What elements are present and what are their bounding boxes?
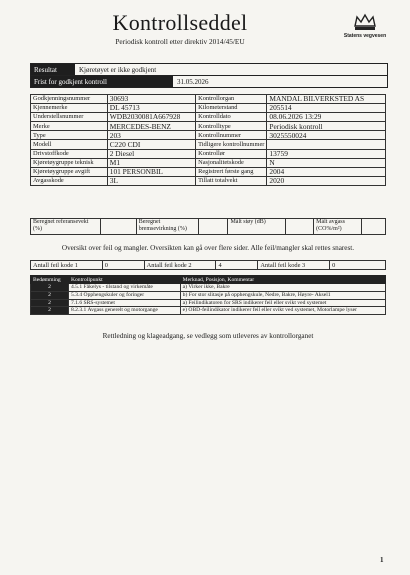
field-label: Kontrolldato — [196, 113, 267, 122]
field-label: Kjøretøygruppe avgift — [31, 167, 108, 176]
document-subtitle: Periodisk kontroll etter direktiv 2014/45/EU — [115, 37, 245, 46]
crown-emblem-icon — [352, 12, 378, 32]
defect-remark: e) OBD-feilindikator indikerer feil eller svikt ved systemet, Motorlampe lyser — [180, 307, 385, 315]
deadline-value: 31.05.2026 — [177, 77, 209, 86]
brake-effect-value — [198, 219, 228, 235]
field-label: Understellsnummer — [31, 113, 108, 122]
field-value: 3L — [107, 176, 195, 185]
field-label: Drivstoffkode — [31, 149, 108, 158]
defects-overview-text: Oversikt over feil og mangler. Oversikten kan gå over flere sider. Alle feil/mangler skal rettes snarest. — [61, 244, 355, 252]
header-assessment: Bedømming — [31, 276, 69, 284]
info-row — [31, 176, 386, 185]
field-value: 203 — [107, 131, 195, 140]
field-value — [267, 140, 386, 149]
defect-grade: 2 — [31, 284, 69, 292]
header-remark: Merknad, Posisjon, Kommentar — [180, 276, 385, 284]
result-row — [31, 64, 387, 75]
field-value: DL 45713 — [107, 104, 195, 113]
info-row — [31, 140, 386, 149]
field-value: 3025550024 — [267, 131, 386, 140]
defect-row — [31, 299, 386, 307]
brake-effect-label: Beregnet bremsevirkning (%) — [136, 219, 198, 235]
field-value: N — [267, 158, 386, 167]
field-value: 205514 — [267, 104, 386, 113]
field-label: Registrert første gang — [196, 167, 267, 176]
field-label: Modell — [31, 140, 108, 149]
info-row — [31, 149, 386, 158]
defect-row — [31, 307, 386, 315]
defect-grade: 2 — [31, 299, 69, 307]
info-row — [31, 95, 386, 104]
field-label: Kontrolltype — [196, 122, 267, 131]
field-value: 2 Diesel — [107, 149, 195, 158]
vehicle-info-body — [31, 95, 386, 186]
count-code1-value: 0 — [102, 261, 144, 270]
defect-control-point: 5.3.4 Opphengskuler og foringer — [68, 291, 180, 299]
info-row — [31, 158, 386, 167]
info-row — [31, 122, 386, 131]
field-label: Tillatt totalvekt — [196, 176, 267, 185]
page-number: 1 — [380, 556, 384, 564]
field-label: Kontrollorgan — [196, 95, 267, 104]
defect-remark: b) For stor slitasje på opphengskule, Nedre, Bakre, Høyre- Aksel1 — [180, 291, 385, 299]
field-label: Kjennemerke — [31, 104, 108, 113]
field-label: Tidligere kontrollnummer — [196, 140, 267, 149]
info-row — [31, 131, 386, 140]
field-label: Type — [31, 131, 108, 140]
defect-control-point: 8.2.3.1 Avgass generelt og motorgange — [68, 307, 180, 315]
field-value: 30693 — [107, 95, 195, 104]
statens-vegvesen-logo — [342, 12, 388, 39]
field-label: Kontrollnummer — [196, 131, 267, 140]
deadline-row — [31, 75, 387, 87]
noise-value — [286, 219, 314, 235]
info-row — [31, 104, 386, 113]
field-value: 101 PERSONBIL — [107, 167, 195, 176]
measurements-table — [30, 218, 386, 235]
field-label: Kjøretøygruppe teknisk — [31, 158, 108, 167]
exhaust-value — [362, 219, 386, 235]
result-value: Kjøretøyet er ikke godkjent — [79, 65, 157, 74]
field-value: WDB2030081A667928 — [107, 113, 195, 122]
field-value: 2020 — [267, 176, 386, 185]
defects-body — [31, 284, 386, 315]
field-value: 13759 — [267, 149, 386, 158]
defect-control-point: 7.1.6 SRS-systemet — [68, 299, 180, 307]
exhaust-label: Målt avgass (CO%/m²) — [314, 219, 362, 235]
vehicle-info-table — [30, 94, 386, 186]
reference-weight-label: Beregnet referansevekt (%) — [31, 219, 101, 235]
defect-remark: a) Virker ikke, Bakre — [180, 284, 385, 292]
deadline-label: Frist for godkjent kontroll — [31, 76, 173, 87]
field-label: Merke — [31, 122, 108, 131]
reference-weight-value — [100, 219, 136, 235]
info-row — [31, 167, 386, 176]
defects-table — [30, 275, 386, 315]
count-code3-value: 0 — [330, 261, 386, 270]
field-value: Periodisk kontroll — [267, 122, 386, 131]
field-value: 08.06.2026 13:29 — [267, 113, 386, 122]
field-label: Nasjonalitetskode — [196, 158, 267, 167]
appeal-text: Rettledning og klageadgang, se vedlegg som utleveres av kontrollorganet — [102, 332, 314, 340]
field-value: 2004 — [267, 167, 386, 176]
field-value: MANDAL BILVERKSTED AS — [267, 95, 386, 104]
document-page — [30, 8, 386, 568]
document-title: Kontrollseddel — [112, 10, 248, 35]
field-label: Kontrollør — [196, 149, 267, 158]
defect-counts-table — [30, 260, 386, 270]
noise-label: Målt støy (dB) — [228, 219, 286, 235]
defect-grade: 2 — [31, 307, 69, 315]
defect-grade: 2 — [31, 291, 69, 299]
field-label: Avgasskode — [31, 176, 108, 185]
logo-text: Statens vegvesen — [343, 33, 387, 39]
field-value: C220 CDI — [107, 140, 195, 149]
defect-row — [31, 291, 386, 299]
header-control-point: Kontrollpunkt — [68, 276, 180, 284]
result-label: Resultat — [31, 64, 75, 75]
count-code3-label: Antall feil kode 3 — [258, 261, 330, 270]
count-code2-label: Antall feil kode 2 — [144, 261, 216, 270]
field-label: Godkjenningsnummer — [31, 95, 108, 104]
result-box — [30, 63, 388, 88]
field-value: MERCEDES-BENZ — [107, 122, 195, 131]
count-code2-value: 4 — [216, 261, 258, 270]
field-label: Kilometerstand — [196, 104, 267, 113]
count-code1-label: Antall feil kode 1 — [31, 261, 103, 270]
info-row — [31, 113, 386, 122]
defect-remark: a) Feilindikatoren for SRS indikerer feil eller svikt ved systemet — [180, 299, 385, 307]
field-value: M1 — [107, 158, 195, 167]
defect-row — [31, 284, 386, 292]
defect-control-point: 4.5.1 Fåkelys - tilstand og virkemåte — [68, 284, 180, 292]
